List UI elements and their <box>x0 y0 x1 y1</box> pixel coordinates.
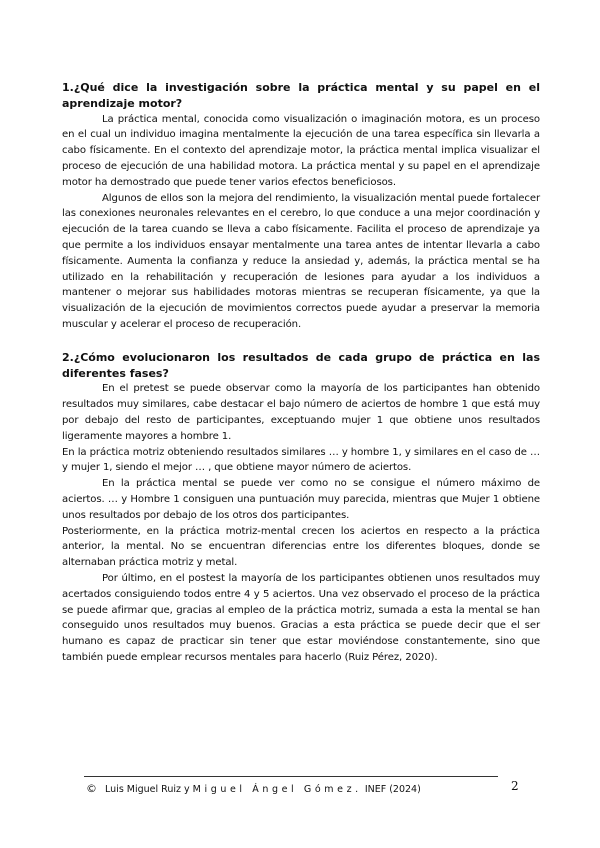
section-2-paragraph-5: Por último, en el postest la mayoría de los participantes obtienen unos resultados muy acertados consiguiendo todos entre 4 y 5 aciertos. Una vez observado el proceso de la práctica se puede afirmar que, gracias al empleo de la práctica motriz, sumada a esta la mental se han conseguido unos resultados muy buenos. Gracias a esta práctica se puede decir que el ser humano es capaz de practicar sin tener que estar moviéndose constantemente, sino que también puede emplear recursos mentales para hacerlo (Ruiz Pérez, 2020). <box>62 572 540 663</box>
footer-author-2: Miguel Ángel Gómez. <box>192 784 362 795</box>
page-number: 2 <box>511 779 519 793</box>
section-2 <box>62 350 540 666</box>
footer-author-1: Luis Miguel Ruiz y <box>105 784 190 795</box>
copyright-icon: © <box>86 782 97 795</box>
section-2-paragraph-2: En la práctica motriz obteniendo resultados similares … y hombre 1, y similares en el caso de … y mujer 1, siendo el mejor … , que obtiene mayor número de aciertos. <box>62 446 540 474</box>
section-2-paragraph-3: En la práctica mental se puede ver como no se consigue el número máximo de aciertos. … y Hombre 1 consiguen una puntuación muy parecida, mientras que Mujer 1 obtiene unos resultados por debajo de los otros dos participantes. <box>62 478 540 521</box>
section-2-heading: 2.¿Cómo evolucionaron los resultados de cada grupo de práctica en las diferentes fases? <box>62 350 540 380</box>
section-1-paragraph-1: La práctica mental, conocida como visualización o imaginación motora, es un proceso en el cual un individuo imagina mentalmente la ejecución de una tarea específica sin llevarla a cabo físicamente. En el contexto del aprendizaje motor, la práctica mental implica visualizar el proceso de ejecución de una habilidad motora. La práctica mental y su papel en el aprendizaje motor ha demostrado que puede tener varios efectos beneficiosos. <box>62 113 540 188</box>
section-1-heading: 1.¿Qué dice la investigación sobre la práctica mental y su papel en el aprendizaje motor? <box>62 81 540 110</box>
section-2-paragraph-1: En el pretest se puede observar como la mayoría de los participantes han obtenido resultados muy similares, cabe destacar el bajo número de aciertos de hombre 1 que está muy por debajo del resto de participantes, exceptuando mujer 1 que obtiene unos resultados ligeramente mayores a hombre 1. <box>62 383 540 442</box>
section-1 <box>62 80 540 333</box>
footer <box>86 782 506 797</box>
section-2-paragraph-4: Posteriormente, en la práctica motriz-mental crecen los aciertos en respecto a la práctica anterior, la mental. No se encuentran diferencias entre los diferentes bloques, donde se alternaban práctica motriz y metal. <box>62 525 540 569</box>
document-body <box>62 80 540 666</box>
section-1-paragraph-2: Algunos de ellos son la mejora del rendimiento, la visualización mental puede fortalecer las conexiones neuronales relevantes en el cerebro, lo que conduce a una mejor coordinación y ejecución de la tarea cuando se lleva a cabo físicamente. Facilita el proceso de aprendizaje ya que permite a los individuos ensayar mentalmente una tarea antes de intentar llevarla a cabo físicamente. Aumenta la confianza y reduce la ansiedad y, además, la práctica mental se ha utilizado en la rehabilitación y recuperación de lesiones para ayudar a los individuos a mantener o mejorar sus habilidades motoras mientras se recuperan físicamente, ya que la visualización de la ejecución de movimientos correctos puede ayudar a preservar la memoria muscular y acelerar el proceso de recuperación. <box>62 192 540 330</box>
footer-institution: INEF (2024) <box>364 784 421 795</box>
footer-divider <box>84 776 498 777</box>
